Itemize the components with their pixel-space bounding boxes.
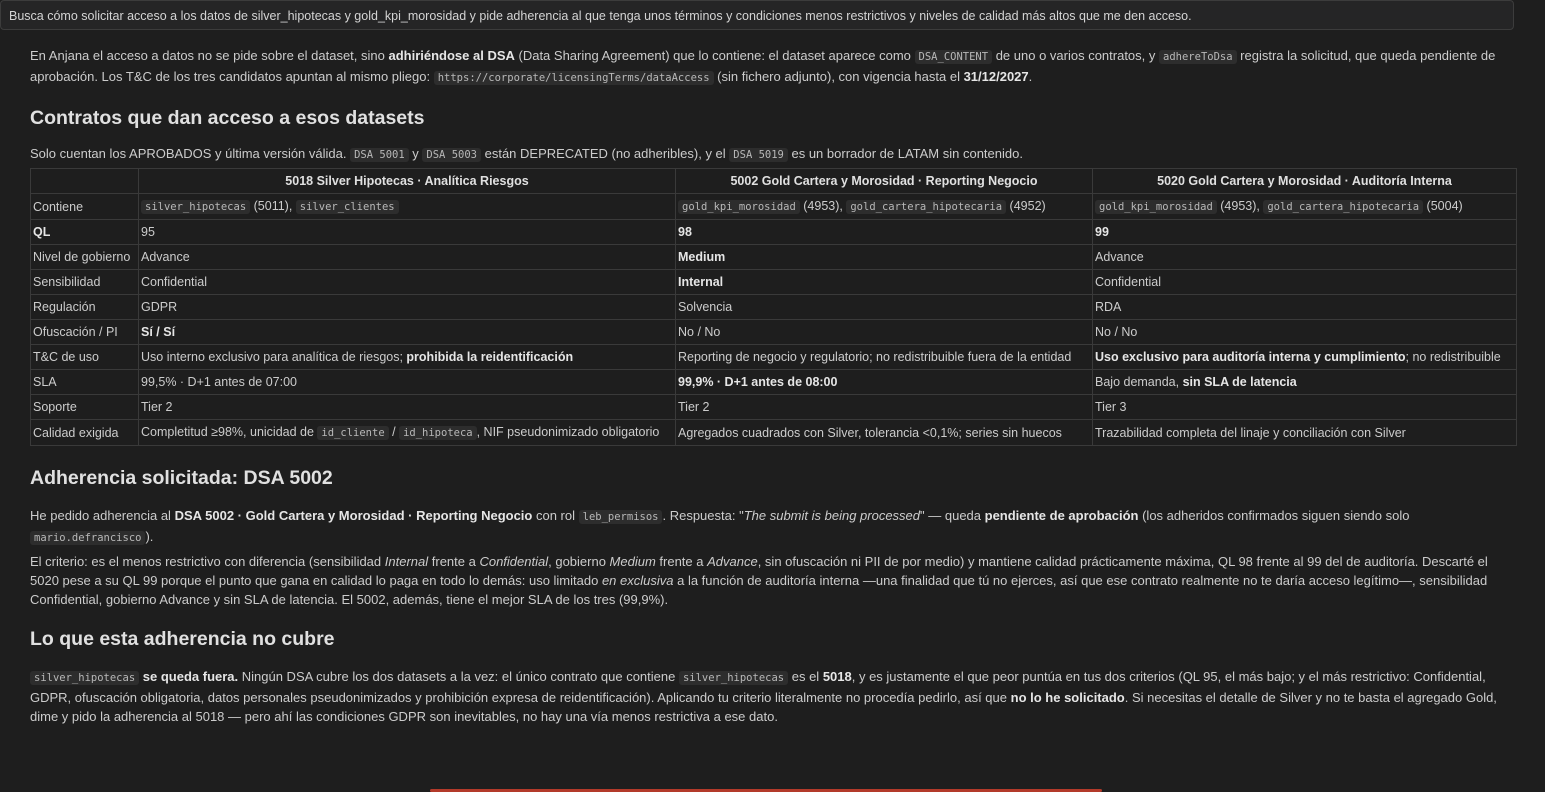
table-cell xyxy=(676,194,1093,220)
inline-code: DSA 5003 xyxy=(422,148,481,162)
row-label: Contiene xyxy=(31,194,139,220)
intro-text: (Data Sharing Agreement) que lo contiene: el dataset aparece como xyxy=(514,48,915,63)
table-cell: No / No xyxy=(676,320,1093,345)
table-cell: No / No xyxy=(1093,320,1517,345)
table-cell xyxy=(1093,345,1517,370)
table-cell xyxy=(1093,194,1517,220)
section1-note xyxy=(30,144,1516,165)
row-label: Sensibilidad xyxy=(31,270,139,295)
note-text: Solo cuentan los APROBADOS y última versión válida. xyxy=(30,146,351,161)
paragraph-text: . Respuesta: " xyxy=(662,508,744,523)
cell-text: (4953), xyxy=(1216,199,1264,213)
cell-text: Uso interno exclusivo para analítica de riesgos; xyxy=(141,350,407,364)
row-label: T&C de uso xyxy=(31,345,139,370)
cell-bold: 98 xyxy=(678,225,692,239)
cell-text: Completitud ≥98%, unicidad de xyxy=(141,425,318,439)
cell-bold: Medium xyxy=(678,250,726,264)
paragraph-text: (los adheridos confirmados siguen siendo solo xyxy=(1138,508,1410,523)
table-header-row xyxy=(31,169,1517,194)
table-row xyxy=(31,320,1517,345)
intro-text: En Anjana el acceso a datos no se pide sobre el dataset, sino xyxy=(30,48,389,63)
inline-code: DSA_CONTENT xyxy=(915,50,993,64)
table-header-cell: 5002 Gold Cartera y Morosidad · Reporting Negocio xyxy=(676,169,1093,194)
paragraph-text: frente a xyxy=(655,554,708,569)
paragraph-bold: pendiente de aprobación xyxy=(984,508,1139,523)
inline-code-url: https://corporate/licensingTerms/dataAccess xyxy=(434,71,714,85)
row-label: SLA xyxy=(31,370,139,395)
no-cubre-paragraph xyxy=(30,667,1516,726)
cell-text: Bajo demanda, xyxy=(1095,375,1183,389)
paragraph-text: . Si necesitas el detalle de Silver y no te basta el agregado Gold, dime y pido la adherencia al 5018 — pero ahí las condiciones GDPR son inevitables, no hay una vía menos restrictiva a ese dato. xyxy=(30,690,1497,724)
table-cell: 99,5% · D+1 antes de 07:00 xyxy=(139,370,676,395)
row-label: Nivel de gobierno xyxy=(31,245,139,270)
note-text: es un borrador de LATAM sin contenido. xyxy=(787,146,1023,161)
inline-code: silver_hipotecas xyxy=(141,200,250,214)
inline-code: gold_cartera_hipotecaria xyxy=(1263,200,1423,214)
table-cell: Advance xyxy=(139,245,676,270)
paragraph-text: es el xyxy=(788,669,823,684)
cell-bold: 99,9% · D+1 antes de 08:00 xyxy=(678,375,838,389)
inline-code: gold_cartera_hipotecaria xyxy=(846,200,1006,214)
adherencia-paragraph-2 xyxy=(0,552,1516,609)
table-cell xyxy=(139,420,676,446)
paragraph-text: ). xyxy=(145,529,154,544)
intro-text: (sin fichero adjunto), con vigencia hasta el xyxy=(713,69,964,84)
table-row xyxy=(31,395,1517,420)
table-cell xyxy=(676,370,1093,395)
table-cell: Tier 2 xyxy=(676,395,1093,420)
intro-text: de uno o varios contratos, y xyxy=(992,48,1160,63)
inline-code: mario.defrancisco xyxy=(30,531,145,545)
cell-bold: 99 xyxy=(1095,225,1109,239)
inline-code: gold_kpi_morosidad xyxy=(1095,200,1217,214)
inline-code: silver_hipotecas xyxy=(30,671,139,685)
table-cell: Trazabilidad completa del linaje y conciliación con Silver xyxy=(1093,420,1517,446)
inline-code: silver_clientes xyxy=(296,200,399,214)
table-row xyxy=(31,270,1517,295)
table-cell xyxy=(676,245,1093,270)
user-prompt-box xyxy=(0,0,1514,30)
table-cell: Agregados cuadrados con Silver, tolerancia <0,1%; series sin huecos xyxy=(676,420,1093,446)
user-prompt-text: Busca cómo solicitar acceso a los datos de silver_hipotecas y gold_kpi_morosidad y pide adherencia al que tenga unos términos y condiciones menos restrictivos y niveles de calidad más altos que me den acceso. xyxy=(9,9,1192,23)
inline-code: silver_hipotecas xyxy=(679,671,788,685)
table-cell: Reporting de negocio y regulatorio; no redistribuible fuera de la entidad xyxy=(676,345,1093,370)
section-heading-contratos: Contratos que dan acceso a esos datasets xyxy=(30,107,425,129)
paragraph-italic: The submit is being processed xyxy=(743,508,921,523)
table-cell xyxy=(676,220,1093,245)
note-text: y xyxy=(408,146,423,161)
paragraph-text: He pedido adherencia al xyxy=(30,508,175,523)
row-label: Regulación xyxy=(31,295,139,320)
table-row xyxy=(31,345,1517,370)
inline-code: DSA 5019 xyxy=(729,148,788,162)
row-label: Ofuscación / PI xyxy=(31,320,139,345)
cell-text: (5011), xyxy=(250,199,296,213)
inline-code: leb_permisos xyxy=(579,510,663,524)
row-label xyxy=(31,220,139,245)
paragraph-text: " — queda xyxy=(920,508,985,523)
table-row xyxy=(31,220,1517,245)
table-cell: RDA xyxy=(1093,295,1517,320)
paragraph-text: Ningún DSA cubre los dos datasets a la vez: el único contrato que contiene xyxy=(238,669,679,684)
assistant-response xyxy=(30,46,1516,726)
paragraph-text: , gobierno xyxy=(548,554,610,569)
inline-code: id_hipoteca xyxy=(399,426,477,440)
intro-bold: adhiriéndose al DSA xyxy=(388,48,515,63)
intro-text: . xyxy=(1028,69,1033,84)
table-cell: Confidential xyxy=(1093,270,1517,295)
row-label-text: QL xyxy=(33,225,51,239)
intro-text: registra la solicitud, que queda pendiente de aprobación. Los T&C de los tres candidatos apuntan al mismo pliego: xyxy=(30,48,1496,84)
table-row xyxy=(31,194,1517,220)
cell-text: (5004) xyxy=(1423,199,1463,213)
cell-bold: Sí / Sí xyxy=(141,325,176,339)
table-cell xyxy=(676,270,1093,295)
table-cell: Solvencia xyxy=(676,295,1093,320)
cell-text: ; no redistribuible xyxy=(1405,350,1501,364)
table-cell: Advance xyxy=(1093,245,1517,270)
inline-code: id_cliente xyxy=(317,426,388,440)
inline-code: adhereToDsa xyxy=(1159,50,1237,64)
adherencia-paragraph-1 xyxy=(30,506,1516,548)
table-header-cell: 5018 Silver Hipotecas · Analítica Riesgos xyxy=(139,169,676,194)
inline-code: gold_kpi_morosidad xyxy=(678,200,800,214)
paragraph-italic: Advance xyxy=(707,554,758,569)
row-label: Calidad exigida xyxy=(31,420,139,446)
table-cell: Tier 3 xyxy=(1093,395,1517,420)
paragraph-italic: en exclusiva xyxy=(601,573,674,588)
cell-text: (4952) xyxy=(1006,199,1046,213)
table-cell xyxy=(1093,370,1517,395)
paragraph-text: frente a xyxy=(428,554,480,569)
cell-text: , NIF pseudonimizado obligatorio xyxy=(476,425,660,439)
paragraph-text: El criterio: es el menos restrictivo con diferencia (sensibilidad xyxy=(30,554,385,569)
paragraph-text: con rol xyxy=(532,508,579,523)
paragraph-text: , y es justamente el que peor puntúa en tus dos criterios (QL 95, el más bajo; y el más restrictivo: Confidential, GDPR, ofuscación obligatoria, datos personales pseudonimizados y prohibición expresa de reidentificación). Aplicando tu criterio literalmente no procedía pedirlo, así que xyxy=(30,669,1486,705)
table-cell xyxy=(139,194,676,220)
cell-text: (4953), xyxy=(799,199,847,213)
table-cell: 95 xyxy=(139,220,676,245)
section-heading-adherencia: Adherencia solicitada: DSA 5002 xyxy=(30,467,333,489)
table-cell xyxy=(139,345,676,370)
table-cell: Confidential xyxy=(139,270,676,295)
table-cell: GDPR xyxy=(139,295,676,320)
row-label: Soporte xyxy=(31,395,139,420)
intro-date: 31/12/2027 xyxy=(963,69,1029,84)
contracts-table xyxy=(30,168,1517,446)
paragraph-bold: DSA 5002 · Gold Cartera y Morosidad · Reporting Negocio xyxy=(174,508,533,523)
table-cell xyxy=(139,320,676,345)
paragraph-bold: se queda fuera. xyxy=(139,669,239,684)
section-heading-no-cubre: Lo que esta adherencia no cubre xyxy=(30,628,335,650)
table-header-cell xyxy=(31,169,139,194)
note-text: están DEPRECATED (no adheribles), y el xyxy=(480,146,730,161)
table-row xyxy=(31,370,1517,395)
paragraph-italic: Confidential xyxy=(479,554,549,569)
table-header-cell: 5020 Gold Cartera y Morosidad · Auditoría Interna xyxy=(1093,169,1517,194)
cell-bold: Internal xyxy=(678,275,724,289)
paragraph-italic: Internal xyxy=(384,554,429,569)
paragraph-italic: Medium xyxy=(609,554,656,569)
inline-code: DSA 5001 xyxy=(350,148,409,162)
table-row xyxy=(31,245,1517,270)
paragraph-bold: 5018 xyxy=(822,669,852,684)
cell-text: / xyxy=(388,425,400,439)
paragraph-text: a la función de auditoría interna —una finalidad que tú no ejerces, así que ese contrato realmente no te daría acceso legítimo—, sensibilidad Confidential, gobierno Advance y sin SLA de latencia. El 5002, además, tiene el mejor SLA de los tres (99,9%). xyxy=(30,573,1488,607)
cell-bold: prohibida la reidentificación xyxy=(406,350,574,364)
paragraph-bold: no lo he solicitado xyxy=(1010,690,1125,705)
table-cell xyxy=(1093,220,1517,245)
table-cell: Tier 2 xyxy=(139,395,676,420)
table-row xyxy=(31,295,1517,320)
intro-paragraph xyxy=(30,46,1516,88)
cell-bold: sin SLA de latencia xyxy=(1182,375,1297,389)
cell-bold: Uso exclusivo para auditoría interna y cumplimiento xyxy=(1095,350,1406,364)
table-row xyxy=(31,420,1517,446)
paragraph-text: , sin ofuscación ni PII de por medio) y mantiene calidad prácticamente máxima, QL 98 frente al 99 del de auditoría. Descarté el 5020 pese a su QL 99 porque el punto que gana en calidad lo paga en todo lo demás: uso limitado xyxy=(30,554,1488,588)
